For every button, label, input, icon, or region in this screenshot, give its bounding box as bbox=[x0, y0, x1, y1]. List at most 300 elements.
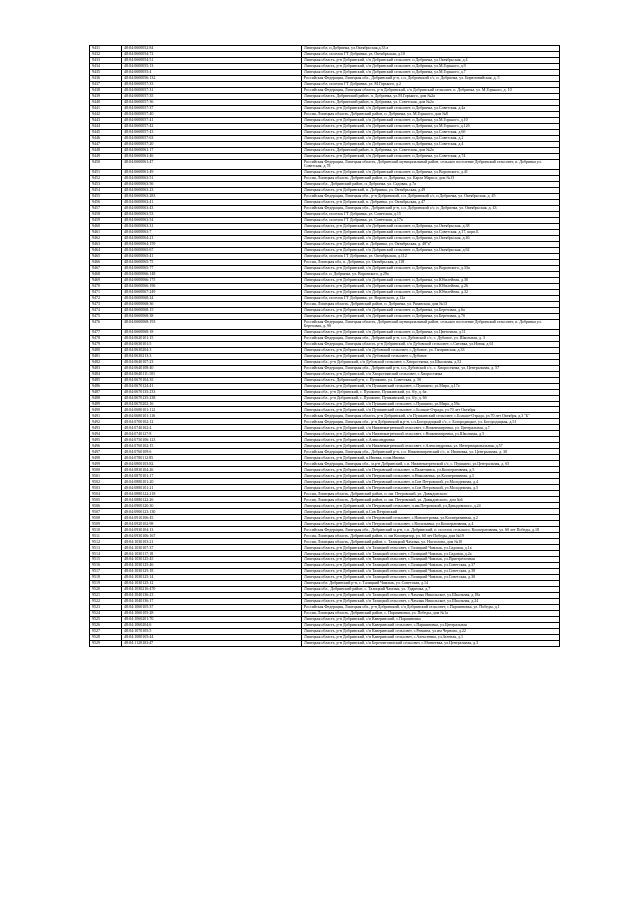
cadastral-number-cell: 48:04:1040136:17 bbox=[122, 598, 302, 604]
address-cell: Липецкая обл, поселок ГТ Добринка, ул. Советская, д.15 bbox=[302, 211, 560, 217]
cadastral-number-cell: 48:04:0600065:75 bbox=[122, 259, 302, 265]
row-number-cell: 9523 bbox=[90, 604, 122, 610]
row-number-cell: 9481 bbox=[90, 353, 122, 359]
address-cell: Российская Федерация, Липецкая область, Добринский муниципальный район, сельское поселение Добринский сельсовет, п. Добринка ул. Березовая, д. 9б bbox=[302, 319, 560, 329]
cadastral-number-cell: 48:04:0600063:41 bbox=[122, 199, 302, 205]
cadastral-number-cell: 48:04:1070105:5 bbox=[122, 628, 302, 634]
cadastral-number-cell: 48:04:1030125:46 bbox=[122, 563, 302, 569]
address-cell: Россия, Липецкая область, Добринский район, п. им Кооператор, ул. 60 лет Победы, дом №19 bbox=[302, 533, 560, 539]
row-number-cell: 9529 bbox=[90, 640, 122, 646]
address-cell: Липецкая область, р-н Добринский, с/п Добринский сельсовет, п.Добринка, ул.Березовая, д.7б bbox=[302, 313, 560, 319]
cadastral-number-cell: 48:04:1080105:44 bbox=[122, 634, 302, 640]
address-cell: Липецкая обл, п.Добринка, ул.Октябрьская,д.33 а bbox=[302, 46, 560, 52]
cadastral-number-cell: 48:04:0600057:63 bbox=[122, 135, 302, 141]
row-number-cell: 9460 bbox=[90, 223, 122, 229]
address-cell: Липецкая область, р-н Добринский, с/п Петровский сельсовет, п.Николаевка, ул.Кооперативная, д.5 bbox=[302, 473, 560, 479]
row-number-cell: 9464 bbox=[90, 247, 122, 253]
row-number-cell: 9517 bbox=[90, 569, 122, 575]
address-cell: Российская Федерация, Липецкая обл., Добринский р-н, с.п. Дубовской с/с, с. Хворостянка, ул. Центральная, д. 57 bbox=[302, 365, 560, 371]
cadastral-number-cell: 48:04:0600063:51 bbox=[122, 175, 302, 181]
cadastral-number-cell: 48:04:0910106:45 bbox=[122, 515, 302, 521]
cadastral-number-cell: 48:04:0600065:67 bbox=[122, 247, 302, 253]
cadastral-number-cell: 48:04:0600068:15 bbox=[122, 307, 302, 313]
cadastral-number-cell: 48:04:0600061:49 bbox=[122, 169, 302, 175]
row-number-cell: 9446 bbox=[90, 135, 122, 141]
row-number-cell: 9441 bbox=[90, 105, 122, 111]
cadastral-number-cell: 48:04:0600057:31 bbox=[122, 87, 302, 93]
address-cell: Липецкая область, р-н Добринский, п. Добринка, ул. Октябрьская, д. 48"а" bbox=[302, 241, 560, 247]
address-cell: Россия, Липецкая область, Добринский район, с. Талицкий Чамлык, ул. Настолова, дом №10 bbox=[302, 539, 560, 545]
row-number-cell: 9514 bbox=[90, 551, 122, 557]
row-number-cell: 9450 bbox=[90, 159, 122, 169]
cadastral-number-cell: 48:04:0600061:46 bbox=[122, 153, 302, 159]
row-number-cell: 9485 bbox=[90, 377, 122, 383]
address-cell: Липецкая область, р-н Добринский, п.Ивовка, п.им.Ивовка bbox=[302, 455, 560, 461]
cadastral-number-cell: 48:04:0760109:6 bbox=[122, 449, 302, 455]
row-number-cell: 9509 bbox=[90, 521, 122, 527]
cadastral-number-cell: 48:04:0700102:12 bbox=[122, 419, 302, 425]
address-cell: Липецкая область, р-н Добринский, с/п Добринский сельсовет, п.Добринка, ул.М.Горького, д.7 bbox=[302, 69, 560, 75]
row-number-cell: 9496 bbox=[90, 443, 122, 449]
cadastral-number-cell: 48:04:0670135:233 bbox=[122, 389, 302, 395]
row-number-cell: 9491 bbox=[90, 413, 122, 419]
address-cell: Липецкая область, р-н Добринский, с/п Березнеговатский сельсовет, с.Матвеевка, ул.Центральная, д.3 bbox=[302, 640, 560, 646]
address-cell: Липецкая область, р-н Добринский, с/п Добринский сельсовет, п.Добринка, ул.Березовая, д.6а bbox=[302, 307, 560, 313]
cadastral-number-cell: 48:04:1030107:37 bbox=[122, 545, 302, 551]
cadastral-number-cell: 48:04:0600063:54 bbox=[122, 217, 302, 223]
table-body bbox=[90, 46, 560, 647]
cadastral-number-cell: 48:04:0600066:175 bbox=[122, 277, 302, 283]
row-number-cell: 9445 bbox=[90, 129, 122, 135]
row-number-cell: 9456 bbox=[90, 199, 122, 205]
row-number-cell: 9435 bbox=[90, 69, 122, 75]
row-number-cell: 9479 bbox=[90, 341, 122, 347]
cadastral-number-cell: 48:04:0600063:7 bbox=[122, 229, 302, 235]
cadastral-number-cell: 48:04:0600067:249 bbox=[122, 289, 302, 295]
address-cell: Липецкая область, р-н Добринский, с/п Петровский сельсовет, п.Палатчинск, ул.Кооперативная, д.5 bbox=[302, 467, 560, 473]
row-number-cell: 9443 bbox=[90, 117, 122, 123]
row-number-cell: 9508 bbox=[90, 515, 122, 521]
address-cell: Липецкая область, р-н Добринский, с/п Добринский сельсовет, п.Добринка, ул.Юбилейная, д.26 bbox=[302, 283, 560, 289]
address-cell: Липецкая область, р-н Добринский, с/п Добринский сельсовет, п.Добринка, ул.Воронского, д.41 bbox=[302, 169, 560, 175]
row-number-cell: 9480 bbox=[90, 347, 122, 353]
cadastral-number-cell: 48:04:0600064:21 bbox=[122, 235, 302, 241]
row-number-cell: 9512 bbox=[90, 539, 122, 545]
cadastral-number-cell: 48:04:0600061:17 bbox=[122, 147, 302, 153]
row-number-cell: 9515 bbox=[90, 557, 122, 563]
cadastral-number-cell: 48:04:0750106:123 bbox=[122, 437, 302, 443]
cadastral-number-cell: 48:04:0900120:30 bbox=[122, 503, 302, 509]
row-number-cell: 9507 bbox=[90, 509, 122, 515]
address-cell: Российская Федерация, Липецкая обл., р-н Добринский м.р-н, с.п.Богородицкий с/с, с. Богородицкое, ул. Богородицкая, д.51 bbox=[302, 419, 560, 425]
cadastral-number-cell: 48:04:1030216:470 bbox=[122, 587, 302, 593]
cadastral-number-cell: 48:04:0600068:24 bbox=[122, 295, 302, 301]
address-cell: Россия, Липецкая область, Добринский район, п. Добринка, ул. Рязанская, дом №13 bbox=[302, 301, 560, 307]
row-number-cell: 9455 bbox=[90, 193, 122, 199]
address-cell: Россия, Липецкая обл, п. Добринка, ул. Октябрьская, д.118 bbox=[302, 259, 560, 265]
address-cell: Липецкая область, Добринский р-н, с. Пушкино, ул. Советская, д. 5б bbox=[302, 377, 560, 383]
row-number-cell: 9463 bbox=[90, 241, 122, 247]
address-cell: Липецкая область, р-н Добринский, с/п Талицкий сельсовет, с.Талицкий Чамлык, ул.Советская, д.37 bbox=[302, 563, 560, 569]
row-number-cell: 9489 bbox=[90, 401, 122, 407]
cadastral-number-cell: 48:04:1030125:14 bbox=[122, 575, 302, 581]
row-number-cell: 9468 bbox=[90, 271, 122, 277]
address-cell: Липецкая область, р-н Добринский, с/п Нижнематренский сельсовет, с.Нижнематренка, ул.Школьная, д.5 bbox=[302, 431, 560, 437]
cadastral-number-cell: 48:04:0800103:82 bbox=[122, 461, 302, 467]
address-cell: Российская Федерация, Липецкая область, р-н Добринский, с/п Добринский сельсовет, п. Добринка, ул. М.Горького, д. 10 bbox=[302, 87, 560, 93]
cadastral-number-cell: 48:04:0600065:77 bbox=[122, 265, 302, 271]
cadastral-number-cell: 48:04:0600054:51 bbox=[122, 57, 302, 63]
row-number-cell: 9436 bbox=[90, 75, 122, 81]
address-cell: Липецкая область, Добринский район, п. Добринка, ул. Советская, дом №2а bbox=[302, 147, 560, 153]
row-number-cell: 9483 bbox=[90, 365, 122, 371]
address-cell: Липецкая обл., Добринский район, с. Талицкий Чамлык, ул. Ударника, д.7 bbox=[302, 587, 560, 593]
address-cell: Россия, Липецкая область, Добринский район, п. им. Петровский, ул. Давыдовского bbox=[302, 491, 560, 497]
address-cell: Липецкая обл, поселок ГТ Добринка, ул. Октябрьская, д.10 bbox=[302, 51, 560, 57]
address-cell: Липецкая область, р-н Добринский, с/п Петровский сельсовет, с.Васильевка, ул.Кооперативная, д.4 bbox=[302, 521, 560, 527]
address-cell: Липецкая область, р-н Добринский, с/п Добринский сельсовет, п.Добринка, ул.Октябрьская, д.38 bbox=[302, 223, 560, 229]
address-cell: Липецкая область, р-н Добринский, с/п Каверинский сельсовет, с.Паршиновка, ул.Центральная bbox=[302, 622, 560, 628]
row-number-cell: 9494 bbox=[90, 431, 122, 437]
cadastral-number-cell: 48:04:0600065:41 bbox=[122, 253, 302, 259]
cadastral-number-cell: 48:04:0600063:56 bbox=[122, 181, 302, 187]
table-row bbox=[90, 159, 560, 169]
row-number-cell: 9499 bbox=[90, 461, 122, 467]
address-cell: Липецкая область, р-н Добринский, с/п Добринский сельсовет, п.Добринка, ул.Юбилейная, д.30 bbox=[302, 277, 560, 283]
address-cell: Липецкая обл. п. Добринка, ул. Воронского, д.29а bbox=[302, 271, 560, 277]
address-cell: Липецкая область, р-н Добринский, с/п Каверинский сельсовет, с.Алексеевка, ул.Зеленая, д.1 bbox=[302, 634, 560, 640]
row-number-cell: 9513 bbox=[90, 545, 122, 551]
cadastral-number-cell: 48:04:0630213:3 bbox=[122, 353, 302, 359]
row-number-cell: 9433 bbox=[90, 57, 122, 63]
cadastral-number-cell: 48:04:0600063:31 bbox=[122, 223, 302, 229]
cadastral-number-cell: 48:04:0900123:130 bbox=[122, 509, 302, 515]
address-cell: Липецкая область, р-н Добринский, с/п Нижнематренский сельсовет, с.Нижнематренка, ул. Центральная, д.7 bbox=[302, 425, 560, 431]
row-number-cell: 9510 bbox=[90, 527, 122, 533]
address-cell: Липецкая область, р-н Добринский, с/п Нижнематренский сельсовет, с.Александровка, ул. Интернациональная, д.57 bbox=[302, 443, 560, 449]
row-number-cell: 9466 bbox=[90, 259, 122, 265]
address-cell: Липецкая область, р-н Добринский, с/п Талицкий сельсовет, с.Талицкий Чамлык, ул.Пристрелочная bbox=[302, 557, 560, 563]
cadastral-number-cell: 48:04:0830104:26 bbox=[122, 467, 302, 473]
address-cell: Липецкая область, р-н Добринский, с/п Дубовской сельсовет, с.Дубовое bbox=[302, 353, 560, 359]
row-number-cell: 9437 bbox=[90, 81, 122, 87]
address-cell: Липецкая область, р-н Добринский, с/п Добринский сельсовет, п.Добринка, ул.Юбилейная, д.32 bbox=[302, 289, 560, 295]
row-number-cell: 9521 bbox=[90, 593, 122, 599]
address-cell: Липецкая область, р-н Добринский, с/п Петровский сельсовет, с.Новопетровка, ул.Кооперативная, д.2 bbox=[302, 515, 560, 521]
address-cell: Липецкая область, р-н Добринский, с/п Добринский сельсовет, п.Добринка, ул.Советская, д.6б bbox=[302, 129, 560, 135]
cadastral-number-cell: 48:04:0600057:43 bbox=[122, 129, 302, 135]
row-number-cell: 9498 bbox=[90, 455, 122, 461]
row-number-cell: 9453 bbox=[90, 181, 122, 187]
row-number-cell: 9528 bbox=[90, 634, 122, 640]
cadastral-number-cell: 48:04:0870101:17 bbox=[122, 473, 302, 479]
address-cell: Липецкая область, р-н Добринский, с/п Добринский сельсовет, п.Добринка, ул.Советская, д.2 bbox=[302, 135, 560, 141]
address-cell: Липецкая область, р-н Добринский, с/п Добринский сельсовет, п.Добринка, ул.Советская, д.17, корп.Б bbox=[302, 229, 560, 235]
cadastral-number-cell: 48:04:1060204:6 bbox=[122, 622, 302, 628]
row-number-cell: 9527 bbox=[90, 628, 122, 634]
row-number-cell: 9477 bbox=[90, 329, 122, 335]
row-number-cell: 9442 bbox=[90, 111, 122, 117]
row-number-cell: 9522 bbox=[90, 598, 122, 604]
row-number-cell: 9520 bbox=[90, 587, 122, 593]
table-row bbox=[90, 640, 560, 646]
address-cell: Российская Федерация, Липецкая обл., р-н Добринский, с.п. Добринский с/с, п.Добринка, ул. Октябрьская, д. 45 bbox=[302, 193, 560, 199]
address-cell: Липецкая обл., Добринский район, п. Добринка, ул. Садовая, д.7а bbox=[302, 181, 560, 187]
address-cell: Липецкая область, р-н Добринский, с/п Добринский сельсовет, п.Добринка, ул.Октябрьская, д.4 bbox=[302, 57, 560, 63]
cadastral-number-cell: 48:04:0600063:43 bbox=[122, 205, 302, 211]
cadastral-number-cell: 48:04:0600057:20 bbox=[122, 141, 302, 147]
row-number-cell: 9488 bbox=[90, 395, 122, 401]
address-cell: Липецкая область, р-н Добринский, с/п Талицкий сельсовет, с.Талицкий Чамлык, ул.Советская, д.38 bbox=[302, 569, 560, 575]
cadastral-number-cell: 48:04:0600068:36 bbox=[122, 301, 302, 307]
row-number-cell: 9440 bbox=[90, 99, 122, 105]
row-number-cell: 9449 bbox=[90, 153, 122, 159]
cadastral-number-cell: 48:04:0640111:101 bbox=[122, 371, 302, 377]
row-number-cell: 9495 bbox=[90, 437, 122, 443]
address-cell: Российская Федерация, Липецкая область, р-н Добринский, с/п Дубовской сельсовет, с.Ситовка, ул.Новая, д.61 bbox=[302, 341, 560, 347]
address-cell: Российская Федерация, Липецкая обл., Добринский р-н, с.п. Нижнематренский с/с, п. Ивановка, ул. Центральная, д. 30 bbox=[302, 449, 560, 455]
cadastral-number-cell: 48:04:0600068:38 bbox=[122, 313, 302, 319]
address-cell: Липецкая область, р-н Добринский, с/п Хворостянский сельсовет, с.Хворостянка bbox=[302, 371, 560, 377]
row-number-cell: 9434 bbox=[90, 63, 122, 69]
row-number-cell: 9511 bbox=[90, 533, 122, 539]
row-number-cell: 9448 bbox=[90, 147, 122, 153]
address-cell: Липецкая область, р-н Добринский, с/п Добринский сельсовет, п.Добринка, ул.Октябрьская, д.62 bbox=[302, 247, 560, 253]
address-cell: Россия, Липецкая область, Добринский район, п. им. Петровский, ул. Давыдовского, дом №6 bbox=[302, 497, 560, 503]
address-cell: Российская Федерация, Липецкая обл., р-н Добринский, с/п Добринский сельсовет, с.Паршиновка, ул. Победы, д.1 bbox=[302, 604, 560, 610]
cadastral-number-cell: 48:04:0920102:98 bbox=[122, 521, 302, 527]
cadastral-number-cell: 48:04:1060201:70 bbox=[122, 616, 302, 622]
table-row bbox=[90, 319, 560, 329]
address-cell: Российская Федерация, Липецкая область, Добринский муниципальный район, сельское поселение Добринский сельсовет, п. Добринка ул. Советская, д.78 bbox=[302, 159, 560, 169]
address-cell: Липецкая область, р-н Добринский, с/п Добринский сельсовет, п.Добринка, ул.Воронского, д.33а bbox=[302, 265, 560, 271]
cadastral-number-cell: 48:04:0740102:4 bbox=[122, 425, 302, 431]
address-cell: Липецкая область, р-н Добринский, с/п Каверинский сельсовет, с.Ревкина, ул.им Чернова, д.22 bbox=[302, 628, 560, 634]
row-number-cell: 9451 bbox=[90, 169, 122, 175]
cadastral-number-cell: 48:04:0880122:218 bbox=[122, 491, 302, 497]
address-cell: Липецкая обл, поселок ГТ Добринка, ул. Воронского, д.12а bbox=[302, 295, 560, 301]
cadastral-number-cell: 48:04:0600052:84 bbox=[122, 46, 302, 52]
address-cell: Российская Федерация, Липецкая обл., Добринский р-н, с.п. Дубовской с/с, с. Дубовое, ул. Школьная, д. 3 bbox=[302, 335, 560, 341]
row-number-cell: 9439 bbox=[90, 93, 122, 99]
cadastral-number-cell: 48:04:0880122:26 bbox=[122, 497, 302, 503]
row-number-cell: 9447 bbox=[90, 141, 122, 147]
cadastral-number-cell: 48:04:0600055:4 bbox=[122, 69, 302, 75]
cadastral-number-cell: 48:04:1060105:28 bbox=[122, 610, 302, 616]
cadastral-number-cell: 48:04:0600056:132 bbox=[122, 75, 302, 81]
address-cell: Липецкая область, р-н Добринский, с/п Добринский сельсовет, п.Добринка, ул.Советская, д.4а bbox=[302, 105, 560, 111]
row-number-cell: 9478 bbox=[90, 335, 122, 341]
address-cell: Российская Федерация, Липецкая обл., Добринский м.р-н, с.п. Добринский, п. поселок сельского, Кооперативная, ул. 60 лет Победы, д.18 bbox=[302, 527, 560, 533]
cadastral-number-cell: 48:04:0780112:85 bbox=[122, 455, 302, 461]
row-number-cell: 9519 bbox=[90, 581, 122, 587]
row-number-cell: 9444 bbox=[90, 123, 122, 129]
cadastral-number-cell: 48:04:0670104:35 bbox=[122, 377, 302, 383]
cadastral-number-cell: 48:04:0880101:21 bbox=[122, 485, 302, 491]
row-number-cell: 9526 bbox=[90, 622, 122, 628]
address-cell: Липецкая обл. Добринский р-н, с. Талицкий Чамлык, ул. Советская, д.14 bbox=[302, 581, 560, 587]
row-number-cell: 9458 bbox=[90, 211, 122, 217]
address-cell: Липецкая область, р-н Добринский, с/п Добринский сельсовет, п.Добринка, ул.М.Горького, д.12б bbox=[302, 123, 560, 129]
address-cell: Липецкая область, р-н Добринский, с/п Добринский сельсовет, п.Добринка, ул.Цветочная, д.11 bbox=[302, 329, 560, 335]
row-number-cell: 9500 bbox=[90, 467, 122, 473]
row-number-cell: 9470 bbox=[90, 283, 122, 289]
address-cell: Липецкая область, р-н Добринский, с/п Каверинский, с.Паршиновка bbox=[302, 616, 560, 622]
row-number-cell: 9484 bbox=[90, 371, 122, 377]
cadastral-number-cell: 48:04:1030125:18 bbox=[122, 569, 302, 575]
cadastral-number-cell: 48:04:0640107:23 bbox=[122, 359, 302, 365]
row-number-cell: 9465 bbox=[90, 253, 122, 259]
row-number-cell: 9467 bbox=[90, 265, 122, 271]
address-cell: Липецкая область, р-н Добринский, п.Сов Петровский bbox=[302, 509, 560, 515]
row-number-cell: 9482 bbox=[90, 359, 122, 365]
address-cell: Липецкая область, р-н Добринский, с/п Петровский сельсовет, п.Сов Петровский, ул.Молодежная, д.5 bbox=[302, 485, 560, 491]
cadastral-number-cell: 48:04:1120103:47 bbox=[122, 640, 302, 646]
cadastral-number-cell: 48:04:1040136:23 bbox=[122, 593, 302, 599]
row-number-cell: 9490 bbox=[90, 407, 122, 413]
row-number-cell: 9504 bbox=[90, 491, 122, 497]
row-number-cell: 9505 bbox=[90, 497, 122, 503]
address-cell: Липецкая область, р-н Добринский, с/п Пушкинский сельсовет, с.Пушкино, ул.Мира, д.59а bbox=[302, 401, 560, 407]
row-number-cell: 9457 bbox=[90, 205, 122, 211]
address-cell: Липецкая область, р-н Добринский, с/п Добринский сельсовет, п.Добринка, ул.Советская, д.74 bbox=[302, 153, 560, 159]
cadastral-number-cell: 48:04:0670124:41 bbox=[122, 383, 302, 389]
cadastral-number-cell: 48:04:1030117:18 bbox=[122, 551, 302, 557]
cadastral-number-cell: 48:04:0600068:18 bbox=[122, 329, 302, 335]
row-number-cell: 9462 bbox=[90, 235, 122, 241]
cadastral-number-cell: 48:04:0930104:13 bbox=[122, 527, 302, 533]
cadastral-number-cell: 48:04:0600064:159 bbox=[122, 241, 302, 247]
cadastral-number-cell: 48:04:0600057:37 bbox=[122, 105, 302, 111]
address-cell: Россия, Липецкая область, Добринский район, п. Добринка, ул. Карла Маркса, дом №13 bbox=[302, 175, 560, 181]
cadastral-number-cell: 48:04:1030103:21 bbox=[122, 539, 302, 545]
row-number-cell: 9487 bbox=[90, 389, 122, 395]
cadastral-number-cell: 48:04:0600066:148 bbox=[122, 271, 302, 277]
address-cell: Липецкая обл, поселок ГТ Добринка, ул. Советская, д.17а bbox=[302, 217, 560, 223]
address-cell: Липецкая область, р-н Добринский, с/п Пушкинский сельсовет, с.Больше-Отрада, ул.70 лет Октября bbox=[302, 407, 560, 413]
cadastral-number-cell: 48:04:0600057:36 bbox=[122, 99, 302, 105]
row-number-cell: 9459 bbox=[90, 217, 122, 223]
address-cell: Липецкая область, р-н Добринский, с/п Талицкий сельсовет, с.Талицкий Чамлык, ул.Советская, д.30 bbox=[302, 575, 560, 581]
address-cell: Липецкая область, р-н Добринский, с/п Петровский сельсовет, п.им.Петровский, ул.Давыдовского, д.24 bbox=[302, 503, 560, 509]
row-number-cell: 9476 bbox=[90, 319, 122, 329]
row-number-cell: 9432 bbox=[90, 51, 122, 57]
address-cell: Липецкая обл, поселок ГТ Добринка, ул. Октябрьская, д.112 bbox=[302, 253, 560, 259]
cadastral-number-cell: 48:04:0600057:40 bbox=[122, 111, 302, 117]
row-number-cell: 9431 bbox=[90, 46, 122, 52]
row-number-cell: 9461 bbox=[90, 229, 122, 235]
address-cell: Липецкая область, р-н Добринский, с/п Добринский сельсовет, п.Добринка, ул.Октябрьская, д.46 bbox=[302, 235, 560, 241]
cadastral-number-cell: 48:04:0670135:238 bbox=[122, 395, 302, 401]
address-cell: Российская Федерация, Липецкая область, р-н Добринский, с/п Пушкинский сельсовет, с.Больше-Отрада, ул.70 лет Октября, д.3 "Б" bbox=[302, 413, 560, 419]
cadastral-number-cell: 48:04:1030125:45 bbox=[122, 557, 302, 563]
row-number-cell: 9454 bbox=[90, 187, 122, 193]
address-cell: Липецкая область, р-н Добринский, с.Александровка bbox=[302, 437, 560, 443]
cadastral-number-cell: 48:04:0600055:13 bbox=[122, 63, 302, 69]
cadastral-number-cell: 48:04:0600068:193 bbox=[122, 319, 302, 329]
address-cell: Российская Федерация, Липецкая обл., Добринский р-н, с.п. Добринский с/с, п. Добринка, ул. Октябрьская, д. 43 bbox=[302, 205, 560, 211]
address-cell: Липецкая область, р-н Добринский, с/п Добринский сельсовет, п.Добринка, ул.М.Горького, д.9 bbox=[302, 63, 560, 69]
cadastral-number-cell: 48:04:0600063:283 bbox=[122, 193, 302, 199]
row-number-cell: 9486 bbox=[90, 383, 122, 389]
cadastral-number-cell: 48:04:0680101:112 bbox=[122, 407, 302, 413]
address-cell: Россия, Липецкая область, Добринский район, п. Добринка, ул. М.Горького, дом №8 bbox=[302, 111, 560, 117]
address-cell: Липецкая область, р-н Добринский, с/п Талицкий сельсовет, с.Чамлык Никольское, ул.Школьная, д.18а bbox=[302, 593, 560, 599]
address-cell: Липецкая обл., р-н Добринский, с. Пушкино, Пушкинский, ул. б/у, д. 6а bbox=[302, 389, 560, 395]
row-number-cell: 9503 bbox=[90, 485, 122, 491]
cadastral-number-cell: 48:04:0630204:3 bbox=[122, 347, 302, 353]
cadastral-number-cell: 48:04:0600054:72 bbox=[122, 51, 302, 57]
address-cell: Липецкая обл, поселок ГТ Добринка, ул. М.Горького, д.2 bbox=[302, 81, 560, 87]
address-cell: Россия, Липецкая область, Добринский район, с. Паршиновка, ул. Победы, дом №1а bbox=[302, 610, 560, 616]
address-cell: Российская Федерация, Липецкая обл., м.р-н Добринский, с.п. Нижнематренский с/с, с. Пушкино, ул.Центральная, д. 65 bbox=[302, 461, 560, 467]
address-cell: Липецкая область, р-н Добринский, с/п Дубовской сельсовет, с.Дубовое, ул. Гагаринская, д.33 bbox=[302, 347, 560, 353]
cadastral-number-cell: 48:04:0630101:5 bbox=[122, 341, 302, 347]
cadastral-number-cell: 48:04:0760102:15 bbox=[122, 443, 302, 449]
row-number-cell: 9492 bbox=[90, 419, 122, 425]
cadastral-number-cell: 48:04:0620101:15 bbox=[122, 335, 302, 341]
row-number-cell: 9472 bbox=[90, 295, 122, 301]
address-cell: Липецкая обл., р-н Добринский, с/п Дубовской сельсовет, с.Хворостянка, ул.Школьная, д.52 bbox=[302, 359, 560, 365]
row-number-cell: 9493 bbox=[90, 425, 122, 431]
address-cell: Липецкая область, Добринский район, п. Добринка, ул.М.Горького, дом №2а bbox=[302, 93, 560, 99]
row-number-cell: 9516 bbox=[90, 563, 122, 569]
address-cell: Липецкая область, р-н Добринский, с/п Талицкий сельсовет, с.Чамлык Никольское, ул.Школьная, д.24 bbox=[302, 598, 560, 604]
cadastral-number-cell: 48:04:1030125:12 bbox=[122, 581, 302, 587]
row-number-cell: 9473 bbox=[90, 301, 122, 307]
row-number-cell: 9524 bbox=[90, 610, 122, 616]
row-number-cell: 9525 bbox=[90, 616, 122, 622]
address-cell: Липецкая область, р-н Добринский, с/п Пушкинский сельсовет, с.Пушкино, ул.Мира, д.17а bbox=[302, 383, 560, 389]
cadastral-number-cell: 48:04:0600063:53 bbox=[122, 211, 302, 217]
cadastral-number-cell: 48:04:0600063:23 bbox=[122, 187, 302, 193]
address-cell: Липецкая обл., р-н Добринский, с. Пушкино, Пушкинский, ул. б/у, д. 6б bbox=[302, 395, 560, 401]
cadastral-number-cell: 48:04:0880101:20 bbox=[122, 479, 302, 485]
cadastral-number-cell: 48:04:0600057:35 bbox=[122, 93, 302, 99]
cadastral-number-cell: 48:04:0600057:33 bbox=[122, 81, 302, 87]
row-number-cell: 9506 bbox=[90, 503, 122, 509]
cadastral-number-cell: 48:04:0680101:116 bbox=[122, 413, 302, 419]
row-number-cell: 9438 bbox=[90, 87, 122, 93]
address-cell: Российская Федерация, Липецкая обл., Добринский р-н, с.п. Добринский с/с, п. Добринка, ул. Бирюзовийская, д. 5 bbox=[302, 75, 560, 81]
address-cell: Липецкая область, р-н Добринский, с/п Талицкий сельсовет, с.Талицкий Чамлык, ул.Садовая, д.1а bbox=[302, 545, 560, 551]
address-cell: Липецкая область, р-н Добринский, с/п Добринский сельсовет, п.Добринка, ул.Советская, д.4 bbox=[302, 141, 560, 147]
address-cell: Липецкая область, р-н Добринский, с/п Талицкий сельсовет, с.Талицкий Чамлык, ул.Садовая, д.2а bbox=[302, 551, 560, 557]
row-number-cell: 9469 bbox=[90, 277, 122, 283]
row-number-cell: 9518 bbox=[90, 575, 122, 581]
cadastral-number-cell: 48:04:0600057:41 bbox=[122, 117, 302, 123]
cadastral-number-cell: 48:04:0600057:42 bbox=[122, 123, 302, 129]
cadastral-number-cell: 48:04:0670202:16 bbox=[122, 401, 302, 407]
row-number-cell: 9497 bbox=[90, 449, 122, 455]
cadastral-number-cell: 48:04:0930106:167 bbox=[122, 533, 302, 539]
row-number-cell: 9471 bbox=[90, 289, 122, 295]
row-number-cell: 9501 bbox=[90, 473, 122, 479]
row-number-cell: 9474 bbox=[90, 307, 122, 313]
cadastral-number-cell: 48:04:0600061:47 bbox=[122, 159, 302, 169]
cadastral-number-cell: 48:04:0740127:8 bbox=[122, 431, 302, 437]
cadastral-register-table bbox=[89, 45, 560, 647]
row-number-cell: 9475 bbox=[90, 313, 122, 319]
cadastral-number-cell: 48:04:0640108:40 bbox=[122, 365, 302, 371]
row-number-cell: 9502 bbox=[90, 479, 122, 485]
address-cell: Липецкая область, р-н Добринский, с/п Добринский сельсовет, п.Добринка, ул.М.Горького, д.10 bbox=[302, 117, 560, 123]
row-number-cell: 9452 bbox=[90, 175, 122, 181]
address-cell: Липецкая область, р-н Добринский, п. Добринка, ул. Октябрьская, д.49 bbox=[302, 187, 560, 193]
address-cell: Липецкая область, Добринский район, п. Добринка, ул. Советская, дом №2а bbox=[302, 99, 560, 105]
address-cell: Липецкая область, р-н Добринский, с/п Петровский сельсовет, п.Сов Петровский, ул.Молодежная, д.4 bbox=[302, 479, 560, 485]
cadastral-number-cell: 48:04:1060105:37 bbox=[122, 604, 302, 610]
